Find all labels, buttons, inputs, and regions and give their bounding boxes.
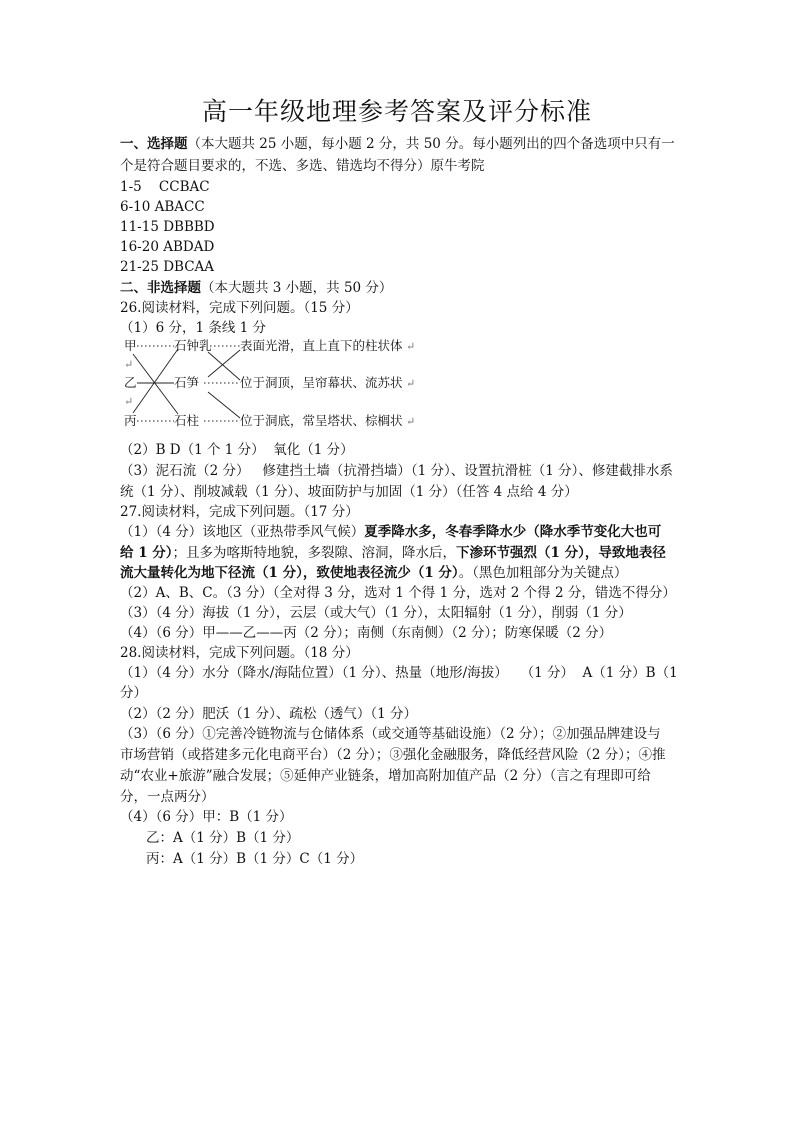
section-2-heading: 二、非选择题 — [120, 280, 201, 296]
mc-answer-row: 11-15 DBBBD — [120, 219, 215, 235]
match-line-shizhu-position — [208, 392, 240, 418]
mc-answer-row: 21-25 DBCAA — [120, 259, 215, 275]
mc-answer-row: 6-10 ABACC — [120, 199, 205, 215]
q28-part-4-line-3: 丙：A（1 分）B（1 分）C（1 分） — [146, 851, 364, 867]
return-mark: ↵ — [124, 358, 134, 371]
section-1-desc-1: （本大题共 25 小题，每小题 2 分，共 50 分。每小题列出的四个备选项中只有一 — [187, 136, 675, 152]
q28-part-3-line-1: （3）（6 分）①完善冷链物流与仓储体系（或交通等基础设施）（2 分）；②加强品牌建设与 — [120, 726, 661, 742]
section-1-heading-line — [120, 134, 675, 154]
section-2-desc: （本大题共 3 小题，共 50 分） — [201, 280, 393, 296]
match-left-bing: 丙 — [124, 413, 137, 428]
mc-answer-row: 16-20 ABDAD — [120, 239, 215, 255]
match-line-jia-shizhu — [133, 354, 178, 414]
section-2-heading-line — [120, 278, 392, 298]
return-mark: ↵ — [406, 340, 416, 353]
section-1-desc-2: 个是符合题目要求的，不选、多选、错选均不得分）原牛考院 — [120, 158, 485, 174]
q28-part-4-line-2: 乙：A（1 分）B（1 分） — [146, 830, 300, 846]
return-mark: ↵ — [406, 377, 416, 390]
q28-part-1-line-1: （1）（4 分）水分（降水/海陆位置）（1 分）、热量（地形/海拔） （1 分） A（1 分）B（1 — [120, 665, 678, 681]
q28-part-3-line-4: 分，一点两分） — [120, 789, 215, 805]
match-right-1: 表面光滑，直上直下的柱状体 — [240, 338, 403, 353]
match-right-2: 位于洞顶，呈帘幕状、流苏状 — [240, 375, 403, 390]
mc-answer-row: 1-5 CCBAC — [120, 179, 210, 195]
q28-title: 28.阅读材料，完成下列问题。（18 分） — [120, 645, 359, 661]
q27-part-3: （3）（4 分）海拔（1 分），云层（或大气）（1 分），太阳辐射（1 分），削弱（1 分） — [120, 605, 632, 621]
q26-part-2: （2）B D（1 个 1 分） 氧化（1 分） — [120, 442, 354, 458]
q28-part-4-line-1: （4）（6 分）甲：B（1 分） — [120, 809, 293, 825]
q27-part-1-line-1 — [120, 522, 661, 542]
match-line-bing-shizhongru — [133, 349, 178, 413]
page-title: 高一年级地理参考答案及评分标准 — [201, 97, 592, 126]
q28-part-3-line-3: 动“农业+旅游”融合发展；⑤延伸产业链条，增加高附加值产品（2 分）（言之有理即可给 — [120, 768, 651, 784]
match-line-shizhongru-position — [208, 352, 240, 380]
q26-title: 26.阅读材料，完成下列问题。（15 分） — [120, 300, 359, 316]
return-mark: ↵ — [406, 415, 416, 428]
q27-key-point: 流大量转化为地下径流（1 分），致使地表径流少（1 分） — [120, 565, 459, 581]
q27-key-point: 夏季降水多，冬春季降水少（降水季节变化大也可 — [364, 524, 662, 540]
q27-key-point: 下渗环节强烈（1 分），导致地表径 — [456, 545, 666, 561]
q28-part-1-line-2: 分） — [120, 685, 147, 701]
q28-part-2: （2）（2 分）肥沃（1 分）、疏松（透气）（1 分） — [120, 706, 417, 722]
match-line-shisun-shape — [208, 350, 240, 377]
return-mark: ↵ — [124, 395, 134, 408]
q27-part-1-note: 。（黑色加粗部分为关键点） — [458, 565, 628, 581]
q27-key-point: 给 1 分） — [120, 545, 173, 561]
q26-part-1: （1）6 分，1 条线 1 分 — [120, 320, 267, 336]
match-left-jia: 甲 — [124, 338, 137, 353]
section-1-heading: 一、选择题 — [120, 136, 188, 152]
q27-part-2: （2）A、B、C。（3 分）（全对得 3 分，选对 1 个得 1 分，选对 2 个得 2 分，错选不得分） — [120, 585, 676, 601]
q27-part-1-text: （1）（4 分）该地区（亚热带季风气候） — [120, 524, 365, 540]
match-mid-shizhongru: 石钟乳 — [174, 338, 212, 353]
match-left-yi: 乙 — [124, 375, 137, 390]
q27-part-1-text: ；且多为喀斯特地貌，多裂隙、溶洞，降水后， — [172, 545, 457, 561]
q27-title: 27.阅读材料，完成下列问题。（17 分） — [120, 504, 359, 520]
match-mid-shizhu: 石柱 — [174, 413, 200, 428]
match-right-3: 位于洞底，常呈塔状、棕榈状 — [240, 413, 403, 428]
q27-part-1-line-2 — [120, 543, 666, 563]
q26-part-3-line-1: （3）泥石流（2 分） 修建挡土墙（抗滑挡墙）（1 分）、设置抗滑桩（1 分）、修建截排水系 — [120, 463, 673, 479]
match-mid-shisun: 石笋 — [174, 375, 200, 390]
q27-part-4: （4）（6 分）甲——乙——丙（2 分）；南侧（东南侧）（2 分）；防寒保暖（2 分） — [120, 625, 613, 641]
q27-part-1-line-3 — [120, 563, 627, 583]
q28-part-3-line-2: 市场营销（或搭建多元化电商平台）（2 分）；③强化金融服务，降低经营风险（2 分）；④推 — [120, 747, 666, 763]
q26-part-3-line-2: 统（1 分）、削坡减载（1 分）、坡面防护与加固（1 分）（任答 4 点给 4 分） — [120, 484, 578, 500]
matching-diagram — [124, 336, 424, 432]
